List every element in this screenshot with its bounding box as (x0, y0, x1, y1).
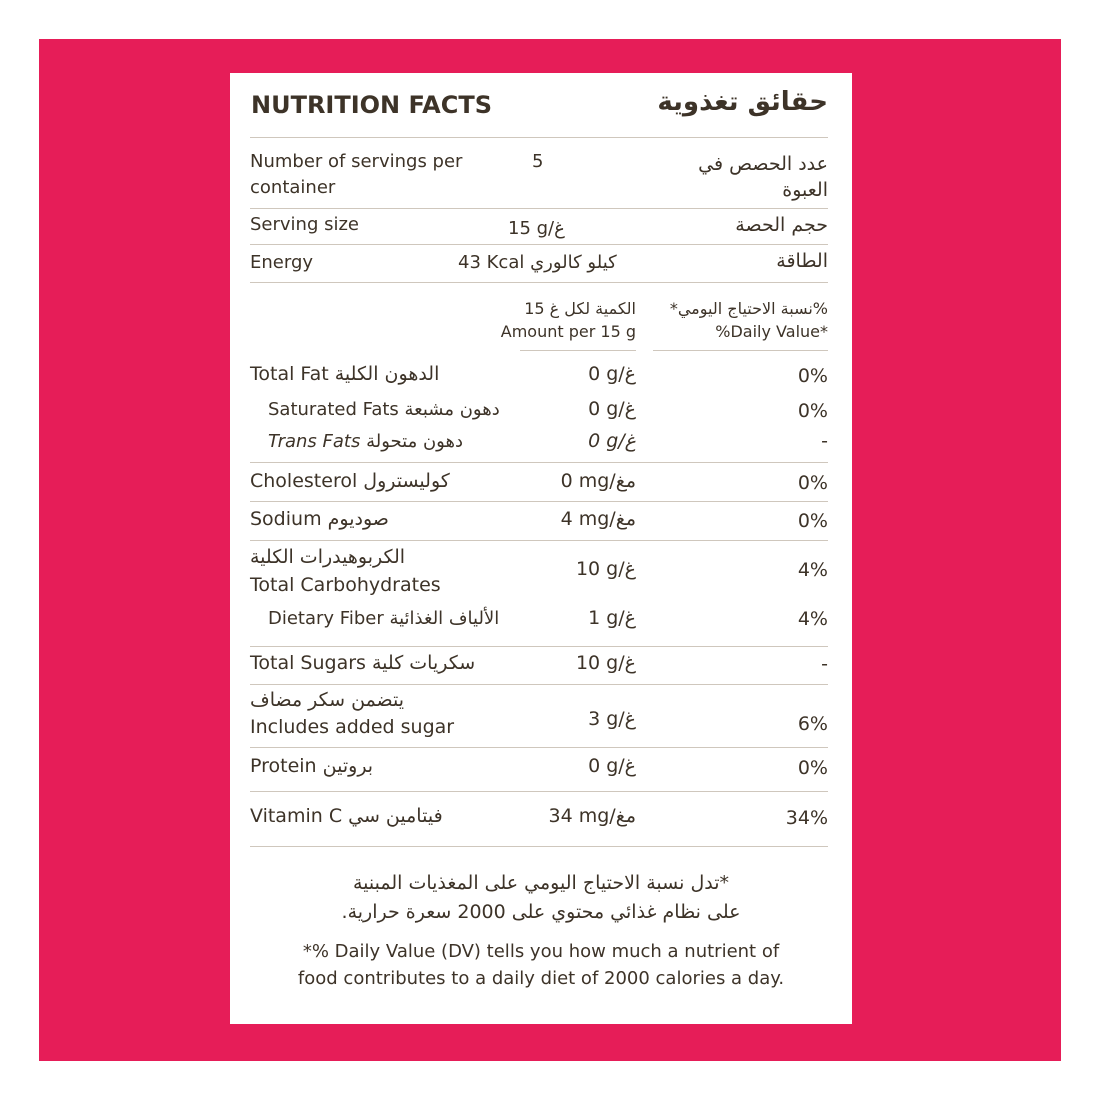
total-sugars-dv: - (821, 653, 828, 675)
carbs-dv: 4% (797, 559, 828, 581)
footer-note-en-2: food contributes to a daily diet of 2000 calories a day. (297, 968, 785, 989)
divider (250, 208, 828, 209)
cholesterol-dv: 0% (797, 472, 828, 494)
total-fat-amount: 0 g/غ (588, 363, 636, 385)
serving-size-label-ar: حجم الحصة (735, 214, 828, 236)
saturated-fat-amount: 0 g/غ (588, 398, 636, 420)
energy-label-en: Energy (250, 252, 314, 273)
vitamin-c-dv: 34% (785, 807, 828, 829)
divider (250, 846, 828, 847)
fiber-label: Dietary Fiber الألياف الغذائية (268, 608, 500, 629)
dv-header-ar: %نسبة الاحتياج اليومي* (669, 299, 828, 318)
footer-note-ar-1: *تدل نسبة الاحتياج اليومي على المغذيات المبنية (352, 872, 730, 894)
trans-fat-label (268, 431, 463, 452)
protein-label: Protein بروتين (250, 755, 374, 777)
vitamin-c-label: Vitamin C فيتامين سي (250, 805, 443, 827)
divider (250, 646, 828, 647)
sodium-amount: 4 mg/مغ (560, 508, 636, 530)
saturated-fat-dv: 0% (797, 400, 828, 422)
servings-label-en-1: Number of servings per (250, 151, 463, 172)
fiber-dv: 4% (797, 608, 828, 630)
divider (250, 282, 828, 283)
divider (250, 747, 828, 748)
divider (250, 540, 828, 541)
cholesterol-label: Cholesterol كوليسترول (250, 470, 450, 492)
amount-header-ar: الكمية لكل غ 15 (524, 299, 636, 318)
trans-fat-amount: 0 g/غ (588, 430, 636, 452)
serving-size-value: 15 g/غ (508, 218, 565, 239)
fiber-amount: 1 g/غ (588, 607, 636, 629)
sodium-label: Sodium صوديوم (250, 508, 389, 530)
footer-note-ar-2: على نظام غذائي محتوي على 2000 سعرة حرارية. (341, 901, 741, 923)
total-fat-dv: 0% (797, 365, 828, 387)
sodium-dv: 0% (797, 510, 828, 532)
trans-fat-label-en: Trans Fats (268, 431, 361, 452)
energy-label-ar: الطاقة (776, 250, 828, 272)
title-en: NUTRITION FACTS (251, 91, 492, 119)
total-fat-label: Total Fat الدهون الكلية (250, 363, 440, 385)
vitamin-c-amount: 34 mg/مغ (548, 805, 636, 827)
energy-value: 43 Kcal كيلو كالوري (458, 252, 617, 273)
added-sugar-amount: 3 g/غ (588, 708, 636, 730)
divider (250, 462, 828, 463)
added-sugar-dv: 6% (797, 713, 828, 735)
carbs-label-en: Total Carbohydrates (250, 574, 441, 596)
amount-header-en: Amount per 15 g (500, 322, 636, 341)
trans-fat-dv: - (821, 430, 828, 452)
cholesterol-amount: 0 mg/مغ (560, 470, 636, 492)
carbs-amount: 10 g/غ (575, 558, 636, 580)
added-sugar-label-ar: يتضمن سكر مضاف (250, 689, 405, 711)
protein-dv: 0% (797, 757, 828, 779)
total-sugars-amount: 10 g/غ (575, 652, 636, 674)
divider (250, 791, 828, 792)
divider (250, 684, 828, 685)
footer-note-en-1: *% Daily Value (DV) tells you how much a nutrient of (302, 941, 780, 962)
divider (250, 244, 828, 245)
divider (250, 501, 828, 502)
saturated-fat-label: Saturated Fats دهون مشبعة (268, 399, 500, 420)
total-sugars-label: Total Sugars سكريات كلية (250, 652, 476, 674)
carbs-label-ar: الكربوهيدرات الكلية (250, 546, 406, 568)
servings-label-ar-1: عدد الحصص في (698, 153, 828, 175)
nutrition-label (230, 73, 852, 1024)
trans-fat-label-ar: دهون متحولة (366, 431, 463, 452)
dv-header-rule (653, 350, 828, 351)
divider (250, 137, 828, 138)
protein-amount: 0 g/غ (588, 755, 636, 777)
servings-value: 5 (532, 151, 544, 172)
added-sugar-label-en: Includes added sugar (250, 716, 455, 738)
serving-size-label-en: Serving size (250, 214, 360, 235)
dv-header-en: %Daily Value* (715, 322, 828, 341)
title-ar: حقائق تغذوية (657, 87, 828, 117)
amount-header-rule (520, 350, 636, 351)
servings-label-en-2: container (250, 177, 336, 198)
servings-label-ar-2: العبوة (782, 179, 828, 201)
